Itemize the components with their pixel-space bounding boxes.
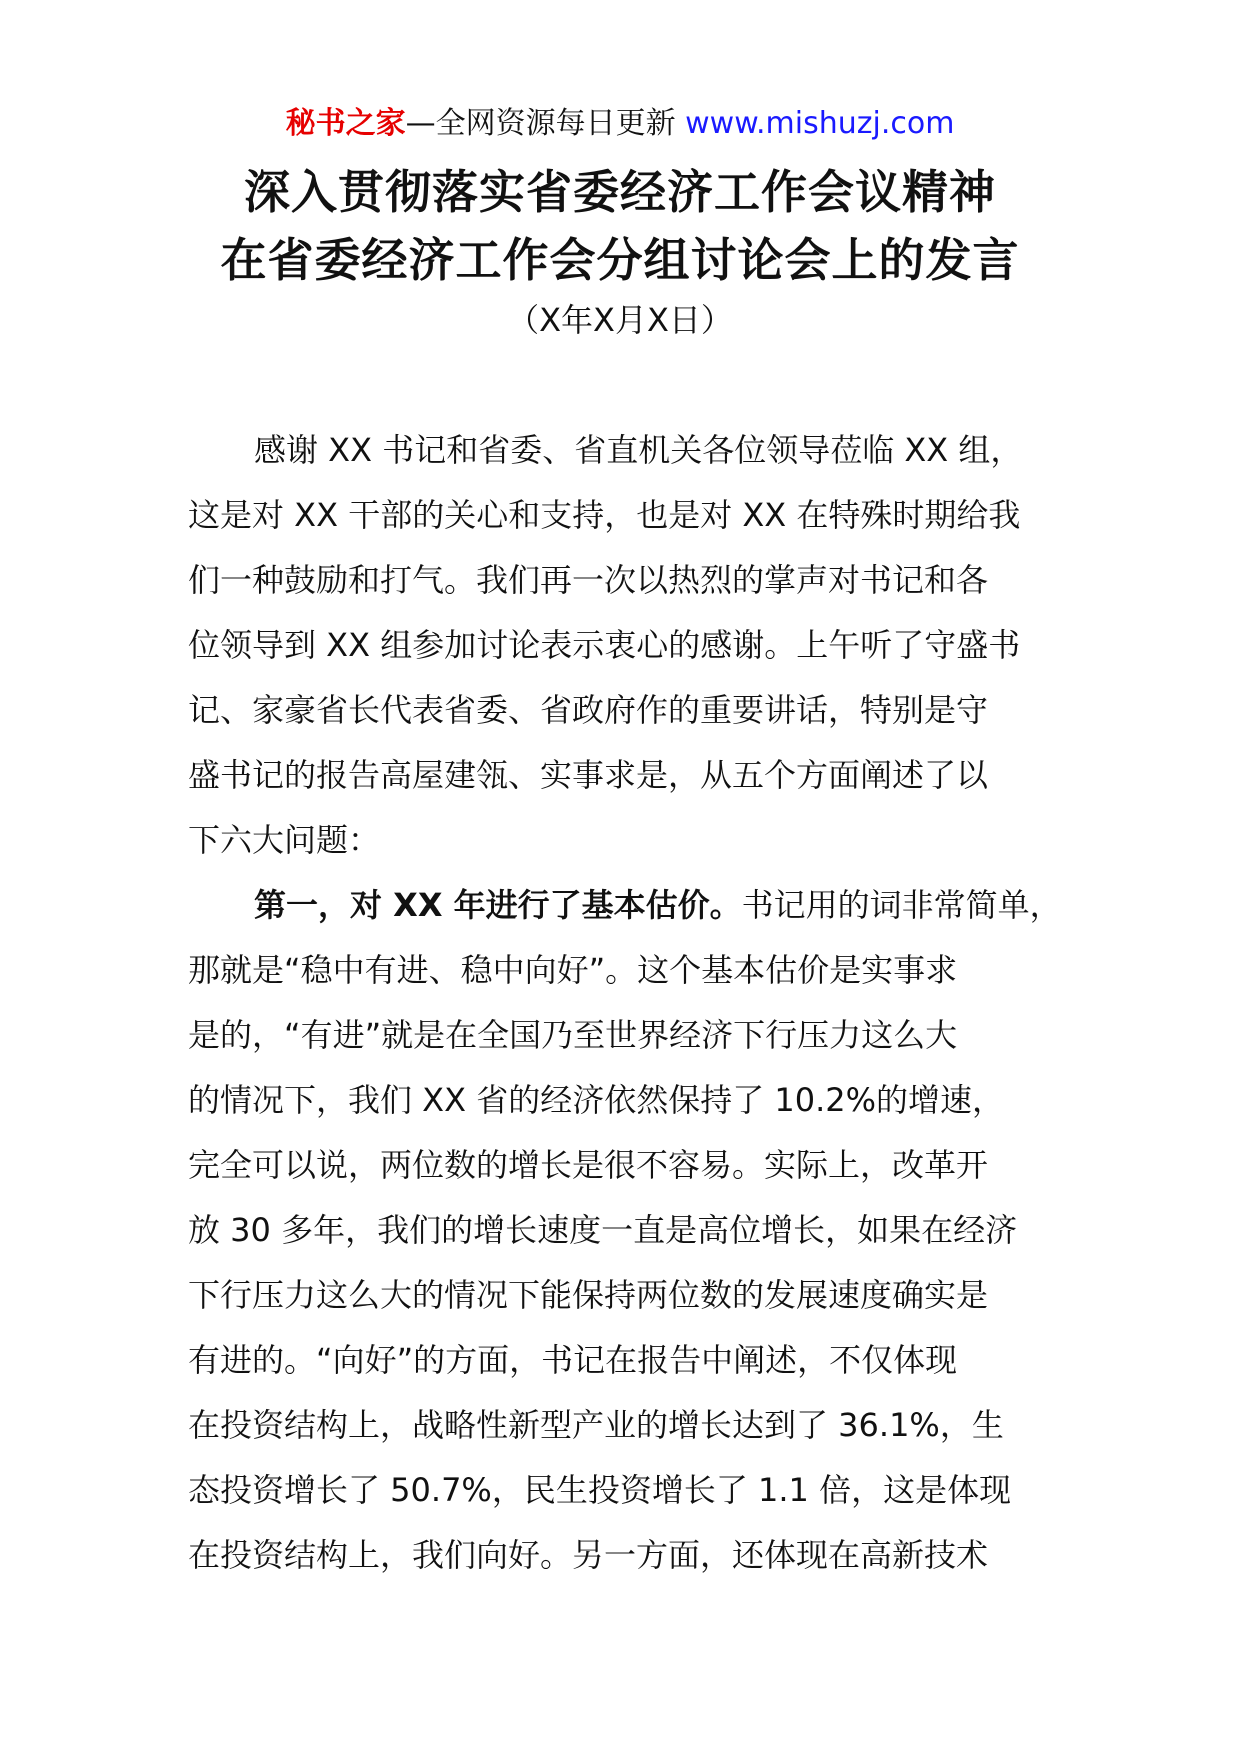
text-line: 盛书记的报告高屋建瓴、实事求是，从五个方面阐述了以	[188, 756, 989, 794]
text-line	[188, 873, 1068, 938]
section-heading-first: 第一，对 XX 年进行了基本估价。	[254, 886, 742, 924]
document-body	[188, 418, 1068, 1588]
document-title-line-2: 在省委经济工作会分组讨论会上的发言	[220, 233, 1020, 287]
paragraph-2	[188, 873, 1068, 1588]
text-line: 有进的。“向好”的方面，书记在报告中阐述，不仅体现	[188, 1341, 958, 1379]
brand-name: 秘书之家	[285, 106, 406, 141]
paragraph-1	[188, 418, 1068, 873]
text-line: 这是对 XX 干部的关心和支持，也是对 XX 在特殊时期给我	[188, 496, 1021, 534]
document-title-line-1: 深入贯彻落实省委经济工作会议精神	[244, 165, 996, 219]
text-line: 是的，“有进”就是在全国乃至世界经济下行压力这么大	[188, 1016, 958, 1054]
text-line: 下行压力这么大的情况下能保持两位数的发展速度确实是	[188, 1276, 989, 1314]
text-line: 那就是“稳中有进、稳中向好”。这个基本估价是实事求	[188, 951, 958, 989]
header-slogan: —全网资源每日更新	[405, 106, 686, 141]
text-line: 记、家豪省长代表省委、省政府作的重要讲话，特别是守	[188, 691, 989, 729]
text-line: 放 30 多年，我们的增长速度一直是高位增长，如果在经济	[188, 1211, 1018, 1249]
text-line: 感谢 XX 书记和省委、省直机关各位领导莅临 XX 组，	[254, 431, 1023, 469]
text-line: 的情况下，我们 XX 省的经济依然保持了 10.2%的增速，	[188, 1081, 1005, 1119]
site-url-link[interactable]: www.mishuzj.com	[685, 106, 955, 141]
text-line: 态投资增长了 50.7%，民生投资增长了 1.1 倍，这是体现	[188, 1471, 1012, 1509]
text-run: 书记用的词非常简单，	[741, 886, 1062, 924]
site-header	[0, 102, 1240, 146]
text-line: 位领导到 XX 组参加讨论表示衷心的感谢。上午听了守盛书	[188, 626, 1021, 664]
text-line: 在投资结构上，战略性新型产业的增长达到了 36.1%，生	[188, 1406, 1004, 1444]
text-line: 完全可以说，两位数的增长是很不容易。实际上，改革开	[188, 1146, 989, 1184]
text-line: 们一种鼓励和打气。我们再一次以热烈的掌声对书记和各	[188, 561, 989, 599]
text-line: 在投资结构上，我们向好。另一方面，还体现在高新技术	[188, 1536, 989, 1574]
document-date: （X年X月X日）	[507, 301, 733, 339]
text-line: 下六大问题：	[188, 821, 381, 859]
